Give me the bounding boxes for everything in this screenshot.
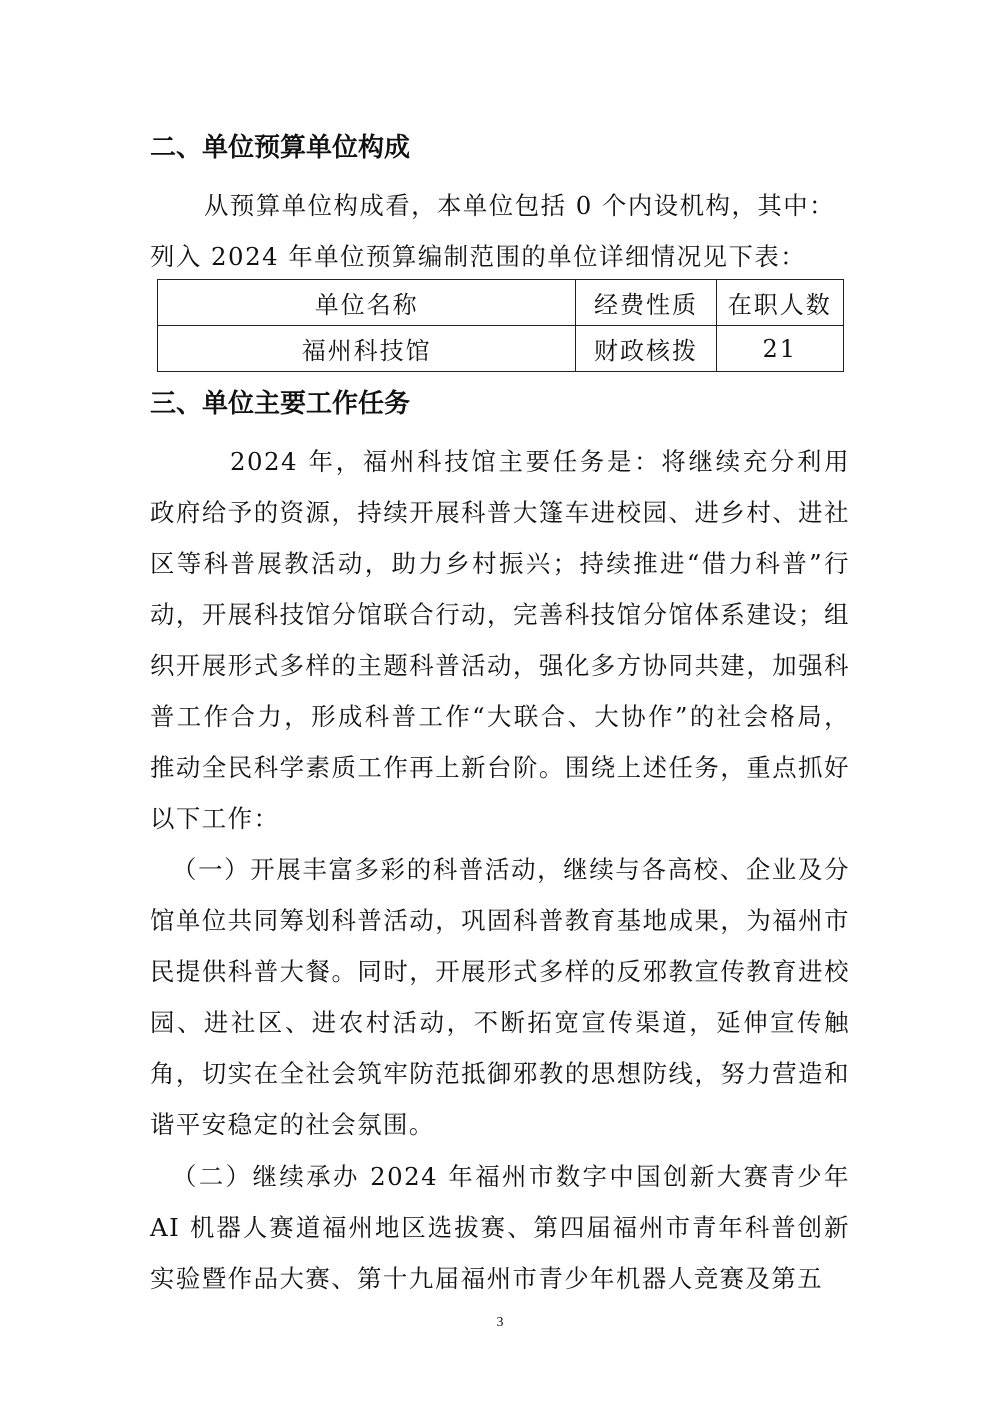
unit-table-header-staff: 在职人数: [716, 280, 843, 326]
section-3-heading: 三、单位主要工作任务: [150, 389, 411, 419]
section-3-paragraph-2: （一）开展丰富多彩的科普活动，继续与各高校、企业及分馆单位共同筹划科普活动，巩固科普教育基地成果，为福州市民提供科普大餐。同时，开展形式多样的反邪教宣传教育进校园、进社区、进农村活动，不断拓宽宣传渠道，延伸宣传触角，切实在全社会筑牢防范抵御邪教的思想防线，努力营造和谐平安稳定的社会氛围。: [150, 855, 850, 1139]
section-2-intro-line-1: 从预算单位构成看，本单位包括 0 个内设机构，其中：: [204, 191, 836, 220]
unit-table-cell-staff: 21: [716, 326, 843, 372]
unit-table-row: [158, 326, 844, 372]
section-2-intro-line-2: 列入 2024 年单位预算编制范围的单位详细情况见下表：: [150, 242, 807, 271]
page-number: 3: [496, 1315, 504, 1330]
section-2-heading: 二、单位预算单位构成: [150, 133, 411, 163]
unit-table-header-funding: 经费性质: [576, 280, 716, 326]
unit-table: [157, 279, 844, 372]
unit-table-cell-funding: 财政核拨: [576, 326, 716, 372]
unit-table-header-row: [158, 280, 844, 326]
unit-table-header-name: 单位名称: [158, 280, 576, 326]
unit-table-cell-name: 福州科技馆: [158, 326, 576, 372]
section-3-paragraph-3: （二）继续承办 2024 年福州市数字中国创新大赛青少年 AI 机器人赛道福州地区选拔赛、第四届福州市青年科普创新实验暨作品大赛、第十九届福州市青少年机器人竞赛及第五: [150, 1162, 850, 1293]
section-3-paragraph-1: 2024 年，福州科技馆主要任务是：将继续充分利用政府给予的资源，持续开展科普大篷车进校园、进乡村、进社区等科普展教活动，助力乡村振兴；持续推进“借力科普”行动，开展科技馆分馆联合行动，完善科技馆分馆体系建设；组织开展形式多样的主题科普活动，强化多方协同共建，加强科普工作合力，形成科普工作“大联合、大协作”的社会格局，推动全民科学素质工作再上新台阶。围绕上述任务，重点抓好以下工作：: [150, 447, 850, 833]
